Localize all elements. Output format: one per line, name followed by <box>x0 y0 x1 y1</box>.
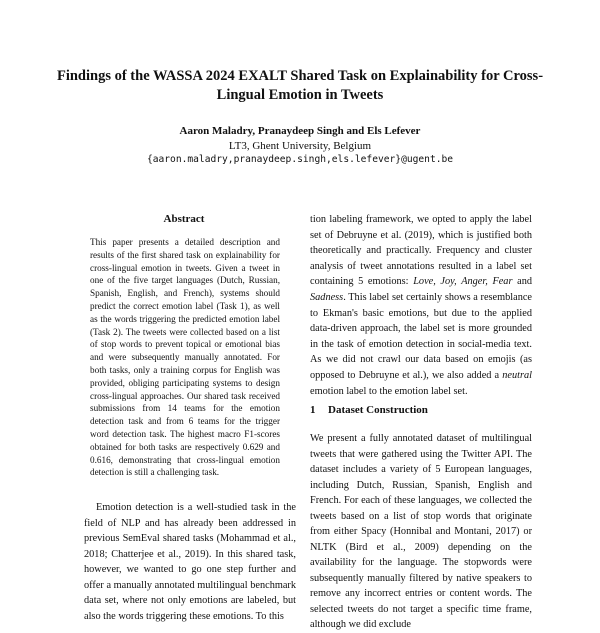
abstract-heading: Abstract <box>163 213 205 225</box>
section-paragraph: We present a fully annotated dataset of multilingual tweets that were gathered using the Twitter API. The dataset includes a variety of 5 European languages, including Dutch, Russian, Spanish, English and French. For each of these languages, we collected the tweets based on a list of stop words that originate from either Spacy (Honnibal and Montani, 2017) or NLTK (Bird et al., 2009) depending on the availability for the language. The stopwords were subsequently manually filtered by native speakers to remove any incorrect entries or content words. The selected tweets do not target a specific time frame, although we did exclude <box>310 433 532 630</box>
emotion-list: Love, Joy, Anger, Fear <box>413 276 513 288</box>
paper-affiliation: LT3, Ghent University, Belgium <box>228 140 372 152</box>
paper-email: {aaron.maladry,pranaydeep.singh,els.lefever}@ugent.be <box>146 154 454 165</box>
section-title: Dataset Construction <box>328 404 428 416</box>
right-column-paragraph <box>310 212 532 399</box>
section-number: 1 <box>310 404 316 416</box>
right-text-before: tion labeling framework, we opted to apply the label set of Debruyne et al. (2019), which is justified both theoretically and practically. Frequency and cluster analysis of tweet annotations resulted in a label set containing 5 emotions: <box>310 214 532 288</box>
right-text-mid: . This label set certainly shows a resemblance to Ekman's basic emotions, but due to the applied data-driven approach, the label set is more grounded in the task of emotion detection in social-media text. As we did not crawl our data based on emojis (as opposed to Debruyne et al.), we also added a <box>310 291 532 381</box>
abstract-text: This paper presents a detailed description and results of the first shared task on explainability for cross-lingual emotion in tweets. Given a tweet in one of the five target languages (Dutch, Russian, Spanish, English, and French), systems should predict the correct emotion label (Task 1), as well as the words triggering the predicted emotion label (Task 2). The tweets were collected based on a list of stop words to prevent topical or emotional bias and were subsequently manually annotated. For both tasks, only a training corpus for English was provided, obliging participating systems to design cross-lingual approaches. Our shared task received submissions from 14 teams for the emotion detection task and from 6 teams for the trigger word detection task. The highest macro F1-scores obtained for both tasks are respectively 0.629 and 0.616, demonstrating that cross-lingual emotion detection is still a challenging task. <box>90 237 280 478</box>
intro-paragraph: Emotion detection is a well-studied task in the field of NLP and has already been addressed in previous SemEval shared tasks (Mohammad et al., 2018; Chatterjee et al., 2019). In this shared task, however, we wanted to go one step further and offer a manually annotated multilingual benchmark data set, where not only emotions are labeled, but also the words triggering these emotions. To this <box>84 502 296 622</box>
neutral-word: neutral <box>502 369 532 381</box>
sadness-word: Sadness <box>310 291 344 303</box>
paper-title: Findings of the WASSA 2024 EXALT Shared Task on Explainability for Cross-Lingual Emotion in Tweets <box>56 68 544 103</box>
paper-authors: Aaron Maladry, Pranaydeep Singh and Els Lefever <box>179 125 421 137</box>
and-word: and <box>512 276 532 288</box>
section-heading <box>310 404 532 416</box>
right-text-after: emotion label to the emotion label set. <box>310 385 468 397</box>
